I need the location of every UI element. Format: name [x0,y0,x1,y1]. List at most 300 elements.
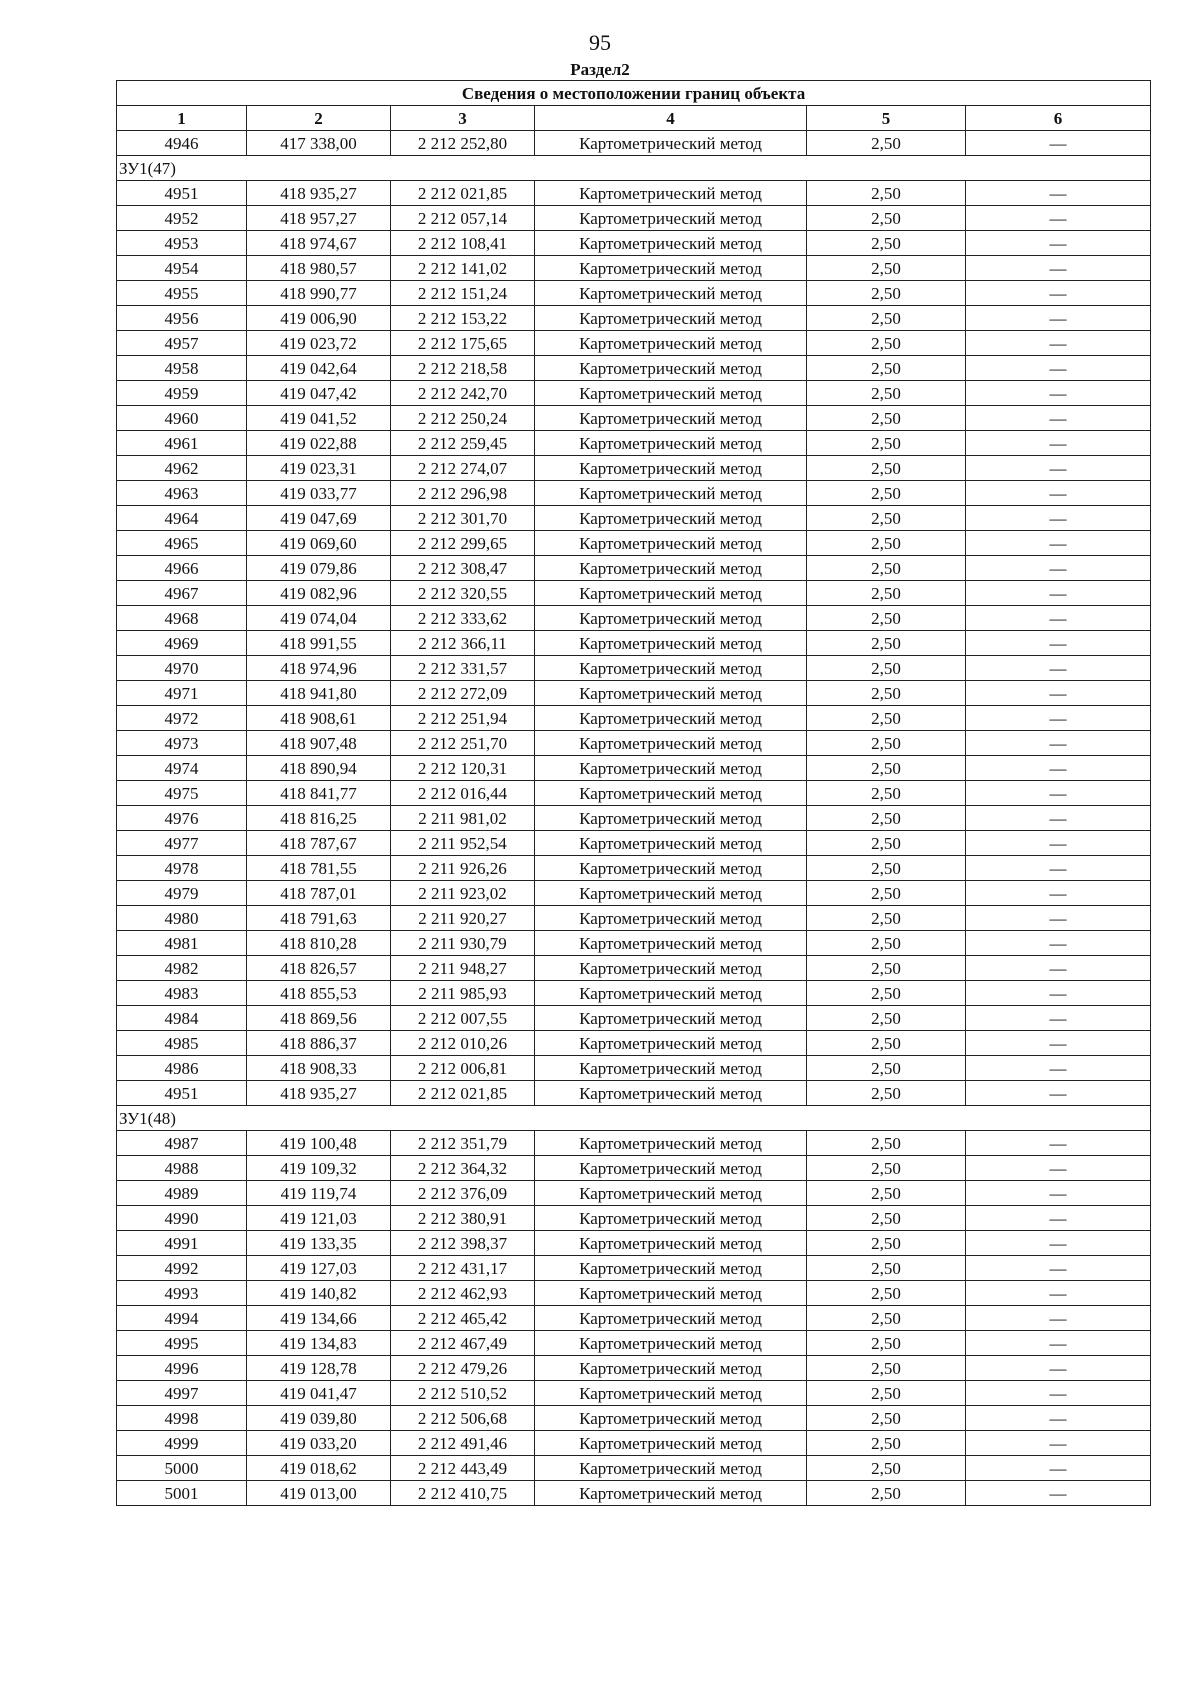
y-coordinate-cell: 2 212 510,52 [391,1381,535,1406]
y-coordinate-cell: 2 212 333,62 [391,606,535,631]
method-cell: Картометрический метод [535,606,807,631]
page-number: 95 [589,30,611,55]
description-cell: — [966,231,1151,256]
description-cell: — [966,1006,1151,1031]
method-cell: Картометрический метод [535,331,807,356]
column-header: 1 [117,106,247,131]
table-row [117,1056,1151,1081]
table-row [117,681,1151,706]
table-row [117,1006,1151,1031]
method-cell: Картометрический метод [535,1356,807,1381]
x-coordinate-cell: 418 991,55 [247,631,391,656]
description-cell: — [966,731,1151,756]
point-number-cell: 4951 [117,1081,247,1106]
table-row [117,406,1151,431]
y-coordinate-cell: 2 212 021,85 [391,1081,535,1106]
point-number-cell: 4998 [117,1406,247,1431]
x-coordinate-cell: 418 886,37 [247,1031,391,1056]
description-cell: — [966,1456,1151,1481]
y-coordinate-cell: 2 211 981,02 [391,806,535,831]
point-number-cell: 4992 [117,1256,247,1281]
method-cell: Картометрический метод [535,531,807,556]
accuracy-cell: 2,50 [807,1006,966,1031]
column-number-row [117,106,1151,131]
description-cell: — [966,906,1151,931]
x-coordinate-cell: 418 787,67 [247,831,391,856]
description-cell: — [966,1081,1151,1106]
table-header [117,81,1151,131]
table-row [117,131,1151,156]
description-cell: — [966,556,1151,581]
point-number-cell: 4951 [117,181,247,206]
accuracy-cell: 2,50 [807,656,966,681]
description-cell: — [966,531,1151,556]
x-coordinate-cell: 419 082,96 [247,581,391,606]
table-row [117,1406,1151,1431]
x-coordinate-cell: 418 980,57 [247,256,391,281]
table-row [117,556,1151,581]
point-number-cell: 4981 [117,931,247,956]
y-coordinate-cell: 2 211 948,27 [391,956,535,981]
y-coordinate-cell: 2 211 926,26 [391,856,535,881]
method-cell: Картометрический метод [535,1081,807,1106]
y-coordinate-cell: 2 212 153,22 [391,306,535,331]
accuracy-cell: 2,50 [807,731,966,756]
point-number-cell: 4952 [117,206,247,231]
description-cell: — [966,956,1151,981]
x-coordinate-cell: 418 957,27 [247,206,391,231]
point-number-cell: 4995 [117,1331,247,1356]
x-coordinate-cell: 418 908,61 [247,706,391,731]
description-cell: — [966,806,1151,831]
table-row [117,1456,1151,1481]
point-number-cell: 4968 [117,606,247,631]
y-coordinate-cell: 2 212 410,75 [391,1481,535,1506]
description-cell: — [966,681,1151,706]
table-row [117,1081,1151,1106]
table-row [117,1356,1151,1381]
x-coordinate-cell: 419 121,03 [247,1206,391,1231]
accuracy-cell: 2,50 [807,1206,966,1231]
accuracy-cell: 2,50 [807,181,966,206]
y-coordinate-cell: 2 212 151,24 [391,281,535,306]
y-coordinate-cell: 2 212 491,46 [391,1431,535,1456]
x-coordinate-cell: 419 023,31 [247,456,391,481]
point-number-cell: 4973 [117,731,247,756]
x-coordinate-cell: 417 338,00 [247,131,391,156]
accuracy-cell: 2,50 [807,131,966,156]
table-row [117,756,1151,781]
description-cell: — [966,281,1151,306]
description-cell: — [966,1156,1151,1181]
point-number-cell: 4967 [117,581,247,606]
accuracy-cell: 2,50 [807,331,966,356]
description-cell: — [966,1256,1151,1281]
point-number-cell: 4958 [117,356,247,381]
table-row [117,1156,1151,1181]
accuracy-cell: 2,50 [807,1231,966,1256]
y-coordinate-cell: 2 212 398,37 [391,1231,535,1256]
boundary-coordinates-table [116,80,1151,1506]
accuracy-cell: 2,50 [807,1256,966,1281]
table-row [117,881,1151,906]
accuracy-cell: 2,50 [807,881,966,906]
table-row [117,606,1151,631]
point-number-cell: 4996 [117,1356,247,1381]
column-header: 5 [807,106,966,131]
accuracy-cell: 2,50 [807,981,966,1006]
table-row [117,806,1151,831]
accuracy-cell: 2,50 [807,1406,966,1431]
y-coordinate-cell: 2 212 120,31 [391,756,535,781]
description-cell: — [966,1481,1151,1506]
x-coordinate-cell: 419 006,90 [247,306,391,331]
method-cell: Картометрический метод [535,956,807,981]
y-coordinate-cell: 2 212 462,93 [391,1281,535,1306]
description-cell: — [966,856,1151,881]
accuracy-cell: 2,50 [807,406,966,431]
method-cell: Картометрический метод [535,731,807,756]
accuracy-cell: 2,50 [807,206,966,231]
y-coordinate-cell: 2 211 952,54 [391,831,535,856]
accuracy-cell: 2,50 [807,1056,966,1081]
description-cell: — [966,1331,1151,1356]
table-row [117,1031,1151,1056]
description-cell: — [966,406,1151,431]
accuracy-cell: 2,50 [807,681,966,706]
table-row [117,1281,1151,1306]
point-number-cell: 4978 [117,856,247,881]
x-coordinate-cell: 419 042,64 [247,356,391,381]
description-cell: — [966,456,1151,481]
method-cell: Картометрический метод [535,556,807,581]
x-coordinate-cell: 419 033,77 [247,481,391,506]
table-row [117,1431,1151,1456]
table-row [117,1206,1151,1231]
point-number-cell: 4956 [117,306,247,331]
table-row [117,656,1151,681]
table-body [117,131,1151,1506]
method-cell: Картометрический метод [535,581,807,606]
y-coordinate-cell: 2 212 274,07 [391,456,535,481]
y-coordinate-cell: 2 212 250,24 [391,406,535,431]
y-coordinate-cell: 2 212 443,49 [391,1456,535,1481]
accuracy-cell: 2,50 [807,456,966,481]
method-cell: Картометрический метод [535,1006,807,1031]
description-cell: — [966,1431,1151,1456]
accuracy-cell: 2,50 [807,606,966,631]
table-row [117,781,1151,806]
accuracy-cell: 2,50 [807,956,966,981]
description-cell: — [966,431,1151,456]
method-cell: Картометрический метод [535,206,807,231]
y-coordinate-cell: 2 212 007,55 [391,1006,535,1031]
method-cell: Картометрический метод [535,1381,807,1406]
accuracy-cell: 2,50 [807,1431,966,1456]
x-coordinate-cell: 419 039,80 [247,1406,391,1431]
table-row [117,1131,1151,1156]
accuracy-cell: 2,50 [807,256,966,281]
table-row [117,331,1151,356]
accuracy-cell: 2,50 [807,506,966,531]
accuracy-cell: 2,50 [807,1331,966,1356]
point-number-cell: 4984 [117,1006,247,1031]
x-coordinate-cell: 418 907,48 [247,731,391,756]
table-row [117,381,1151,406]
method-cell: Картометрический метод [535,981,807,1006]
point-number-cell: 4946 [117,131,247,156]
accuracy-cell: 2,50 [807,806,966,831]
method-cell: Картометрический метод [535,631,807,656]
group-row [117,156,1151,181]
method-cell: Картометрический метод [535,756,807,781]
method-cell: Картометрический метод [535,231,807,256]
table-row [117,456,1151,481]
y-coordinate-cell: 2 212 010,26 [391,1031,535,1056]
point-number-cell: 4986 [117,1056,247,1081]
x-coordinate-cell: 419 119,74 [247,1181,391,1206]
description-cell: — [966,656,1151,681]
x-coordinate-cell: 418 855,53 [247,981,391,1006]
x-coordinate-cell: 419 109,32 [247,1156,391,1181]
description-cell: — [966,931,1151,956]
method-cell: Картометрический метод [535,281,807,306]
table-row [117,1231,1151,1256]
description-cell: — [966,881,1151,906]
method-cell: Картометрический метод [535,1231,807,1256]
x-coordinate-cell: 419 018,62 [247,1456,391,1481]
x-coordinate-cell: 418 781,55 [247,856,391,881]
method-cell: Картометрический метод [535,431,807,456]
description-cell: — [966,606,1151,631]
method-cell: Картометрический метод [535,1131,807,1156]
accuracy-cell: 2,50 [807,556,966,581]
point-number-cell: 5001 [117,1481,247,1506]
method-cell: Картометрический метод [535,1331,807,1356]
method-cell: Картометрический метод [535,306,807,331]
point-number-cell: 4957 [117,331,247,356]
y-coordinate-cell: 2 212 364,32 [391,1156,535,1181]
x-coordinate-cell: 418 787,01 [247,881,391,906]
point-number-cell: 4975 [117,781,247,806]
y-coordinate-cell: 2 212 006,81 [391,1056,535,1081]
x-coordinate-cell: 418 935,27 [247,181,391,206]
x-coordinate-cell: 418 810,28 [247,931,391,956]
table-row [117,1481,1151,1506]
point-number-cell: 4991 [117,1231,247,1256]
description-cell: — [966,1281,1151,1306]
table-row [117,631,1151,656]
table-row [117,706,1151,731]
method-cell: Картометрический метод [535,406,807,431]
y-coordinate-cell: 2 212 320,55 [391,581,535,606]
x-coordinate-cell: 418 791,63 [247,906,391,931]
point-number-cell: 4982 [117,956,247,981]
point-number-cell: 4979 [117,881,247,906]
description-cell: — [966,331,1151,356]
method-cell: Картометрический метод [535,1256,807,1281]
accuracy-cell: 2,50 [807,231,966,256]
point-number-cell: 4959 [117,381,247,406]
table-row [117,356,1151,381]
point-number-cell: 4962 [117,456,247,481]
y-coordinate-cell: 2 212 251,70 [391,731,535,756]
y-coordinate-cell: 2 212 431,17 [391,1256,535,1281]
table-row [117,206,1151,231]
table-row [117,856,1151,881]
description-cell: — [966,306,1151,331]
method-cell: Картометрический метод [535,1306,807,1331]
method-cell: Картометрический метод [535,1431,807,1456]
y-coordinate-cell: 2 212 479,26 [391,1356,535,1381]
point-number-cell: 4988 [117,1156,247,1181]
x-coordinate-cell: 418 935,27 [247,1081,391,1106]
table-row [117,531,1151,556]
x-coordinate-cell: 418 869,56 [247,1006,391,1031]
column-header: 4 [535,106,807,131]
accuracy-cell: 2,50 [807,631,966,656]
method-cell: Картометрический метод [535,656,807,681]
y-coordinate-cell: 2 212 308,47 [391,556,535,581]
x-coordinate-cell: 418 908,33 [247,1056,391,1081]
table-row [117,481,1151,506]
x-coordinate-cell: 419 128,78 [247,1356,391,1381]
point-number-cell: 4994 [117,1306,247,1331]
y-coordinate-cell: 2 212 218,58 [391,356,535,381]
y-coordinate-cell: 2 211 923,02 [391,881,535,906]
description-cell: — [966,481,1151,506]
point-number-cell: 4985 [117,1031,247,1056]
y-coordinate-cell: 2 212 351,79 [391,1131,535,1156]
x-coordinate-cell: 419 047,69 [247,506,391,531]
y-coordinate-cell: 2 212 057,14 [391,206,535,231]
table-row [117,906,1151,931]
x-coordinate-cell: 418 974,96 [247,656,391,681]
method-cell: Картометрический метод [535,931,807,956]
method-cell: Картометрический метод [535,881,807,906]
accuracy-cell: 2,50 [807,856,966,881]
table-row [117,831,1151,856]
y-coordinate-cell: 2 211 930,79 [391,931,535,956]
x-coordinate-cell: 419 022,88 [247,431,391,456]
point-number-cell: 4953 [117,231,247,256]
x-coordinate-cell: 418 890,94 [247,756,391,781]
description-cell: — [966,631,1151,656]
y-coordinate-cell: 2 212 331,57 [391,656,535,681]
point-number-cell: 4971 [117,681,247,706]
description-cell: — [966,831,1151,856]
accuracy-cell: 2,50 [807,781,966,806]
description-cell: — [966,756,1151,781]
accuracy-cell: 2,50 [807,381,966,406]
description-cell: — [966,1031,1151,1056]
column-header: 3 [391,106,535,131]
method-cell: Картометрический метод [535,1281,807,1306]
point-number-cell: 4972 [117,706,247,731]
description-cell: — [966,1306,1151,1331]
accuracy-cell: 2,50 [807,531,966,556]
y-coordinate-cell: 2 212 380,91 [391,1206,535,1231]
accuracy-cell: 2,50 [807,1306,966,1331]
table-row [117,281,1151,306]
method-cell: Картометрический метод [535,906,807,931]
point-number-cell: 4974 [117,756,247,781]
description-cell: — [966,1056,1151,1081]
y-coordinate-cell: 2 212 108,41 [391,231,535,256]
method-cell: Картометрический метод [535,481,807,506]
description-cell: — [966,1206,1151,1231]
y-coordinate-cell: 2 212 251,94 [391,706,535,731]
y-coordinate-cell: 2 212 141,02 [391,256,535,281]
table-row [117,581,1151,606]
accuracy-cell: 2,50 [807,906,966,931]
point-number-cell: 4997 [117,1381,247,1406]
table-row [117,956,1151,981]
accuracy-cell: 2,50 [807,1381,966,1406]
accuracy-cell: 2,50 [807,581,966,606]
point-number-cell: 4993 [117,1281,247,1306]
point-number-cell: 4954 [117,256,247,281]
section-title: Раздел2 [570,60,630,79]
x-coordinate-cell: 419 127,03 [247,1256,391,1281]
accuracy-cell: 2,50 [807,1031,966,1056]
column-header: 2 [247,106,391,131]
x-coordinate-cell: 419 013,00 [247,1481,391,1506]
y-coordinate-cell: 2 212 272,09 [391,681,535,706]
description-cell: — [966,581,1151,606]
table-row [117,1331,1151,1356]
method-cell: Картометрический метод [535,1206,807,1231]
y-coordinate-cell: 2 212 467,49 [391,1331,535,1356]
y-coordinate-cell: 2 212 021,85 [391,181,535,206]
accuracy-cell: 2,50 [807,1456,966,1481]
description-cell: — [966,131,1151,156]
method-cell: Картометрический метод [535,1456,807,1481]
method-cell: Картометрический метод [535,256,807,281]
y-coordinate-cell: 2 212 366,11 [391,631,535,656]
accuracy-cell: 2,50 [807,306,966,331]
accuracy-cell: 2,50 [807,706,966,731]
point-number-cell: 4960 [117,406,247,431]
x-coordinate-cell: 419 041,52 [247,406,391,431]
point-number-cell: 4990 [117,1206,247,1231]
x-coordinate-cell: 419 140,82 [247,1281,391,1306]
point-number-cell: 5000 [117,1456,247,1481]
description-cell: — [966,1181,1151,1206]
method-cell: Картометрический метод [535,506,807,531]
accuracy-cell: 2,50 [807,756,966,781]
table-row [117,1181,1151,1206]
description-cell: — [966,706,1151,731]
method-cell: Картометрический метод [535,781,807,806]
table-caption-row [117,81,1151,106]
y-coordinate-cell: 2 212 259,45 [391,431,535,456]
table-row [117,731,1151,756]
method-cell: Картометрический метод [535,456,807,481]
x-coordinate-cell: 419 041,47 [247,1381,391,1406]
point-number-cell: 4964 [117,506,247,531]
table-row [117,1256,1151,1281]
table-row [117,931,1151,956]
x-coordinate-cell: 419 047,42 [247,381,391,406]
point-number-cell: 4966 [117,556,247,581]
accuracy-cell: 2,50 [807,281,966,306]
accuracy-cell: 2,50 [807,1181,966,1206]
table-caption: Сведения о местоположении границ объекта [117,81,1151,106]
description-cell: — [966,356,1151,381]
accuracy-cell: 2,50 [807,356,966,381]
method-cell: Картометрический метод [535,1181,807,1206]
